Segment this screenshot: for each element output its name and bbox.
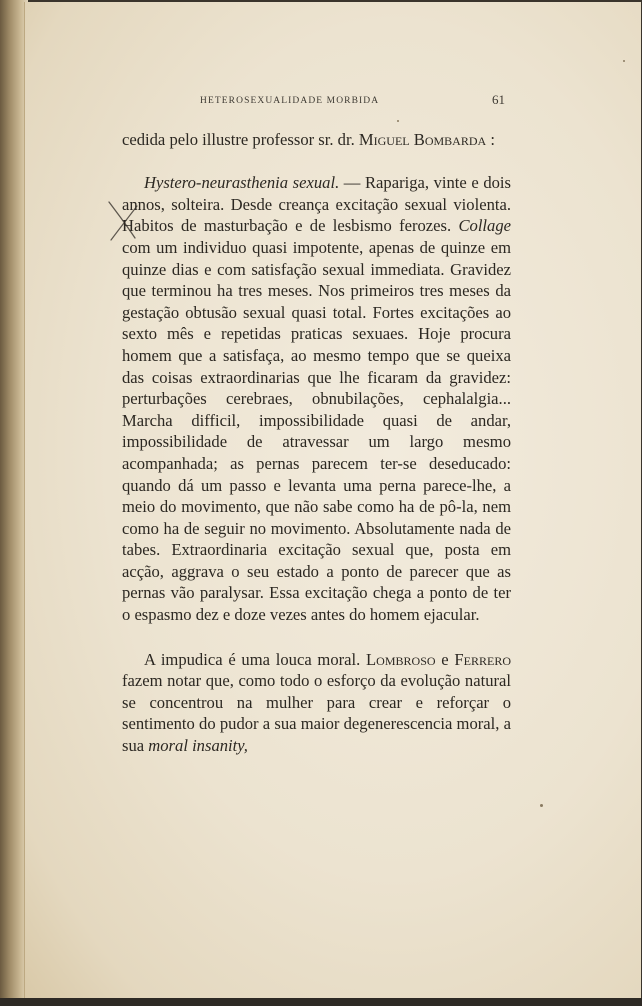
paragraph-case: Hystero-neurasthenia sexual. — Rapariga, vinte e dois annos, solteira. Desde creança excitação sexual violenta. Habitos de masturbação e de lesbismo ferozes. Collage com um individuo quasi impotente, apenas de quinze em quinze dias e com satisfação sexual immediata. Gravidez que terminou ha tres meses. Nos primeiros tres meses da gestação obtusão sexual quasi total. Fortes excitações ao sexto mês e repetidas praticas sexuaes. Hoje procura homem que a satisfaça, ao mesmo tempo que se queixa das coisas extraordinarias que lhe ficaram da gravidez: perturbações cerebraes, obnubilações, cephalalgia... Marcha difficil, impossibilidade quasi de andar, impossibilidade de atravessar um largo mesmo acompanhada; as pernas parecem ter-se deseducado: quando dá um passo e levanta uma perna parece-lhe, a meio do movimento, que não sabe como ha de pô-la, nem como ha de seguir no movimento. Absolutamente nada de tabes. Extraordinaria excitação sexual que, posta em acção, aggrava o seu estado a ponto de parecer que as pernas vão paralysar. Essa excitação chega a ponto de ter o espasmo dez e doze vezes antes do homem ejacular. — [122, 173, 511, 625]
running-header: HETEROSEXUALIDADE MORBIDA — [200, 96, 380, 106]
body-text — [122, 129, 511, 757]
page-number: 61 — [492, 92, 505, 107]
case-heading: Hystero-neurasthenia sexual. — [144, 173, 340, 193]
page-bottom-edge — [0, 998, 642, 1006]
author-name: Miguel Bombarda — [358, 130, 487, 149]
paragraph-commentary: A impudica é uma louca moral. Lombroso e Ferrero fazem notar que, como todo o esforço da evolução natural se concentrou na mulher para crear e reforçar o sentimento do pudor a sua maior degenerescencia moral, a sua moral insanity, — [122, 649, 511, 756]
paragraph-intro: cedida pelo illustre professor sr. dr. Miguel Bombarda : — [122, 130, 495, 149]
